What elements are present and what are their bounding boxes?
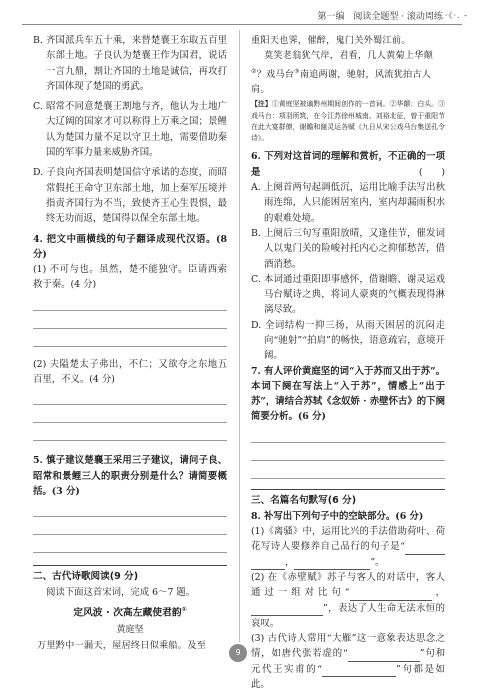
q6-option-d: D. 全词结构一抑三扬，从雨天困居的沉闷走向“驰射”“拍肩”的畅快，语意疏宕，意境开阔。 [251,319,445,362]
fill-blank[interactable] [322,665,396,677]
answer-line[interactable] [33,293,227,311]
answer-line[interactable] [251,443,445,461]
page-number: 9 [229,644,247,662]
poem-line-2: 莫笑老翁犹气岸，君看，几人黄菊上华颠②？戏马台③南追两谢，驰射，风流犹拍古人肩。 [251,50,433,95]
fill-blank[interactable] [251,604,323,616]
q6-option-a: A. 上阕首两句起调低沉，运用比喻手法写出秋雨连绵，人只能困居室内，室内却漏雨积水的艰难处境。 [251,182,445,224]
question-5: 5. 慎子建议楚襄王采用三子建议，请问子良、昭常和景鲤三人的职责分别是什么？请简要概括。(3 分) [33,455,227,497]
question-8: 8. 补写出下列句子中的空缺部分。(6 分) [251,510,424,522]
question-4-part-2: (2) 夫隘楚太子弗出，不仁；又欲夺之东地五百里，不义。(4 分) [33,358,227,386]
poem-intro: 阅读下面这首宋词，完成 6～7 题。 [46,587,196,599]
q8-item-2: (2) 在《赤壁赋》苏子与客人的对话中，客人通过一组对比句“ ，”，表达了人生命无法永恒的哀叹。 [251,571,445,629]
poem-line: 万里黔中一漏天，屋居终日似乘船。及至 [37,639,206,651]
answer-line[interactable] [33,329,227,347]
q8-item-1: (1)《离骚》中，运用比兴的手法借助荷叶、荷花写诗人要修养自己品行的句子是“， ”。 [251,524,445,570]
answer-line[interactable] [251,461,445,479]
header-title: 阅读全题型 · 滚动周练 [353,11,443,22]
q6-option-c: C. 本词通过重阳即事感怀，借谢瞻、谢灵运戏马台赋诗之典，将词人豪爽的气概表现得淋漓尽致。 [251,273,445,316]
right-column [251,33,446,691]
answer-line[interactable] [33,387,227,405]
header-rule [22,24,462,25]
poem-continuation: 重阳天也霁，催醉，鬼门关外蜀江前。 [251,35,411,46]
option-b: B. 齐国派兵车五十乘，来替楚襄王东取五百里东部土地。子良认为楚襄王作为国君，说话一言九鼎，割让齐国的土地是诚信，再攻打齐国体现了楚国的勇武。 [33,35,227,92]
answer-line[interactable] [251,425,445,443]
section-3-heading: 三、名篇名句默写(6 分) [251,489,445,509]
fill-blank[interactable] [348,650,420,662]
answer-line[interactable] [33,499,227,517]
poem-title: 定风波 · 次高左藏使君韵① [73,605,187,618]
fill-blank[interactable] [405,543,445,555]
answer-line[interactable] [33,535,227,553]
poem-author: 黄庭坚 [116,624,144,635]
answer-bracket[interactable]: ( ) [418,166,445,178]
poem-annotation: 【注】①黄庭坚被谪黔州期间创作的一首词。②华颠：白头。③戏马台：项羽所筑，在今江苏徐州城南。刘裕北征，曾于重阳节在此大宴群僚，谢瞻和谢灵运各赋《九日从宋公戏马台集送孔令诗》。 [251,100,446,143]
option-d: D. 子良向齐国表明楚国信守承诺的态度，而昭常假托王命守卫东部土地，加上秦军压境并指责齐国行为不当，致使齐王心生畏惧，最终无功而返，楚国得以保全东部土地。 [33,167,227,225]
answer-line[interactable] [33,405,227,423]
question-6: 6. 下列对这首词的理解和赏析，不正确的一项是 ( ) [251,149,445,180]
answer-line[interactable] [33,517,227,535]
answer-line[interactable] [33,423,227,441]
fill-blank[interactable] [350,589,432,601]
question-4-part-1: (1) 不可与也。虽然，楚不能独守。臣请西索救于秦。(4 分) [33,264,227,291]
left-column [33,33,227,651]
answer-line[interactable] [33,311,227,329]
question-4: 4. 把文中画横线的句子翻译成现代汉语。(8 分) [33,233,227,260]
fill-blank[interactable] [251,558,285,570]
q6-option-b: B. 上阕后三句写重阳放晴，又逢佳节，催发词人以鬼门关的险峻衬托内心之抑郁愁苦，借酒消愁。 [251,227,445,270]
section-2-heading: 二、古代诗歌阅读(9 分) [33,565,227,585]
question-7: 7. 有人评价黄庭坚的词“入于苏而又出于苏”。本词下阕在写法上“入于苏”，情感上“出于苏”，请结合苏轼《念奴娇 · 赤壁怀古》的下阕简要分析。(6 分) [251,365,445,423]
header-part: 第一编 [317,11,345,22]
column-divider [239,30,240,642]
option-c: C. 昭常不同意楚襄王割地与齐，他认为土地广大辽阔的国家才可以称得上万乘之国；景鲤认为楚国力量不足以守卫土地，需要借助秦国的军事力量来威胁齐国。 [33,101,227,159]
q8-item-3: (3) 古代诗人常用“大雁”这一意象表达思念之情，如唐代张若虚的“ ”句和元代王实甫的“ ”句都是如此。 [251,633,446,691]
fill-blank[interactable] [294,558,370,570]
header-ornament: ·《·. - [444,10,468,20]
page-header [317,7,468,23]
